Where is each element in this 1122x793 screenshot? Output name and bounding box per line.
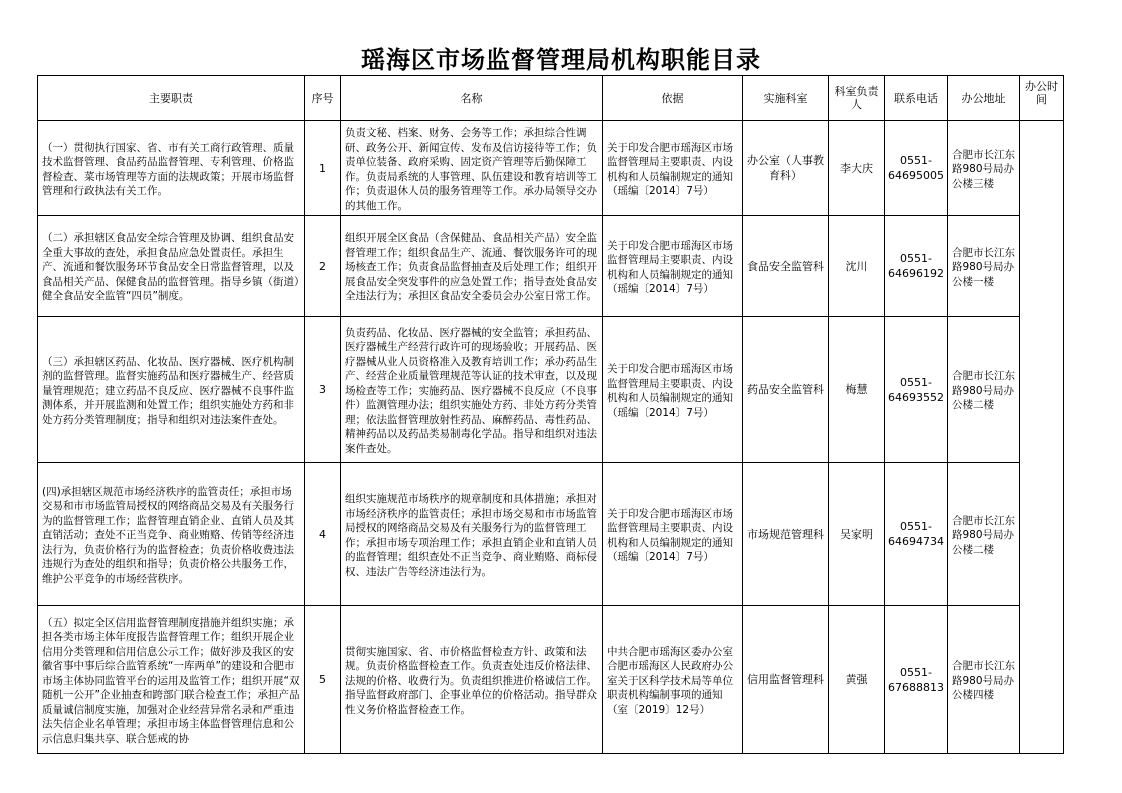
- duty-cell: （一）贯彻执行国家、省、市有关工商行政管理、质量技术监督管理、食品药品监督管理、专利管理、价格监督检查、菜市场管理等方面的法规政策；开展市场监督管理和行政执法有关工作。: [38, 121, 305, 216]
- basis-cell: 关于印发合肥市瑶海区市场监督管理局主要职责、内设机构和人员编制规定的通知（瑶编〔2014〕7号）: [603, 216, 743, 317]
- phone-cell: 0551- 64694734: [885, 463, 948, 606]
- phone-cell: 0551- 64696192: [885, 216, 948, 317]
- basis-cell: 关于印发合肥市瑶海区市场监督管理局主要职责、内设机构和人员编制规定的通知（瑶编〔2014〕7号）: [603, 317, 743, 463]
- address-cell: 合肥市长江东路980号局办公楼三楼: [948, 121, 1020, 216]
- phone-cell: 0551- 64693552: [885, 317, 948, 463]
- dept-cell: 食品安全监管科: [743, 216, 829, 317]
- table-row: [38, 317, 1064, 463]
- dept-cell: 信用监督管理科: [743, 606, 829, 754]
- header-hours: 办公时 间: [1020, 76, 1064, 121]
- basis-cell: 中共合肥市瑶海区委办公室合肥市瑶海区人民政府办公室关于区科学技术局等单位职责机构编制事项的通知（室〔2019〕12号）: [603, 606, 743, 754]
- dept-cell: 办公室（人事教育科）: [743, 121, 829, 216]
- seq-cell: 4: [305, 463, 341, 606]
- seq-cell: 1: [305, 121, 341, 216]
- name-cell: 贯彻实施国家、省、市价格监督检查方针、政策和法规。负责价格监督检查工作。负责查处违反价格法律、法规的价格、收费行为。负责组织推进价格诚信工作。指导监督政府部门、企事业单位的价格活动。指导群众性义务价格监督检查工作。: [341, 606, 603, 754]
- phone-cell: 0551- 67688813: [885, 606, 948, 754]
- duty-cell: （三）承担辖区药品、化妆品、医疗器械、医疗机构制剂的监督管理。监督实施药品和医疗器械生产、经营质量管理规范；建立药品不良反应、医疗器械不良事件监测体系，并开展监测和处置工作；组织实施处方药和非处方药分类管理制度；指导和组织对违法案件查处。: [38, 317, 305, 463]
- address-cell: 合肥市长江东路980号局办公楼一楼: [948, 216, 1020, 317]
- duty-cell: （五）拟定全区信用监督管理制度措施并组织实施；承担各类市场主体年度报告监督管理工作；组织开展企业信用分类管理和信用信息公示工作；做好涉及我区的安徽省事中事后综合监管系统“一库两单”的建设和合肥市市场主体协同监管平台的运用及监管工作；组织开展“双随机一公开”企业抽查和跨部门联合检查工作；承担产品质量诚信制度实施，加强对企业经营异常名录和严重违法失信企业名单管理；承担市场主体监督管理信息和公示信息归集共享、联合惩戒的协: [38, 606, 305, 754]
- head-cell: 吴家明: [829, 463, 885, 606]
- phone-cell: 0551- 64695005: [885, 121, 948, 216]
- dept-cell: 药品安全监管科: [743, 317, 829, 463]
- head-cell: 沈川: [829, 216, 885, 317]
- function-directory-table: [37, 75, 1064, 754]
- table-row: [38, 216, 1064, 317]
- basis-cell: 关于印发合肥市瑶海区市场监督管理局主要职责、内设机构和人员编制规定的通知（瑶编〔2014〕7号）: [603, 121, 743, 216]
- header-address: 办公地址: [948, 76, 1020, 121]
- duty-cell: (四)承担辖区规范市场经济秩序的监管责任；承担市场交易和市市场监管局授权的网络商品交易及有关服务行为的监督管理工作；监督管理直销企业、直销人员及其直销活动；查处不正当竞争、商业贿赂、传销等经济违法行为，负责价格行为的监督检查；负责价格收费违法违规行为查处的组织和指导；负责价格公共服务工作，维护公平竞争的市场经营秩序。: [38, 463, 305, 606]
- table-row: [38, 606, 1064, 754]
- dept-cell: 市场规范管理科: [743, 463, 829, 606]
- header-duty: 主要职责: [38, 76, 305, 121]
- page-title: 瑶海区市场监督管理局机构职能目录: [361, 45, 761, 74]
- hours-cell: [1020, 121, 1064, 754]
- table-row: [38, 121, 1064, 216]
- duty-cell: （二）承担辖区食品安全综合管理及协调、组织食品安全重大事故的查处，承担食品应急处置责任。承担生产、流通和餐饮服务环节食品安全日常监督管理，以及食品相关产品、保健食品的监督管理。指导乡镇（街道）健全食品安全监管“四员”制度。: [38, 216, 305, 317]
- name-cell: 组织实施规范市场秩序的规章制度和具体措施；承担对市场经济秩序的监管责任；承担市场交易和市市场监管局授权的网络商品交易及有关服务行为的监督管理工作；承担市场专项治理工作；承担直销企业和直销人员的监督管理；组织查处不正当竞争、商业贿赂、商标侵权、违法广告等经济违法行为。: [341, 463, 603, 606]
- seq-cell: 3: [305, 317, 341, 463]
- header-seq: 序号: [305, 76, 341, 121]
- name-cell: 负责药品、化妆品、医疗器械的安全监管；承担药品、医疗器械生产经营行政许可的现场验收；开展药品、医疗器械从业人员资格准入及教育培训工作；承办药品生产、经营企业质量管理规范等认证的技术审查，以及现场检查等工作；实施药品、医疗器械不良反应（不良事件）监测管理办法；组织实施处方药、非处方药分类管理；依法监督管理放射性药品、麻醉药品、毒性药品、精神药品以及药品类易制毒化学品。指导和组织对违法案件查处。: [341, 317, 603, 463]
- name-cell: 组织开展全区食品（含保健品、食品相关产品）安全监督管理工作；组织食品生产、流通、餐饮服务许可的现场核查工作；负责食品监督抽查及后处理工作；组织开展食品安全突发事件的应急处置工作；指导查处食品安全违法行为；承担区食品安全委员会办公室日常工作。: [341, 216, 603, 317]
- address-cell: 合肥市长江东路980号局办公楼二楼: [948, 317, 1020, 463]
- header-head: 科室负责 人: [829, 76, 885, 121]
- header-row: [38, 76, 1064, 121]
- header-basis: 依据: [603, 76, 743, 121]
- head-cell: 黄强: [829, 606, 885, 754]
- head-cell: 李大庆: [829, 121, 885, 216]
- table-row: [38, 463, 1064, 606]
- address-cell: 合肥市长江东路980号局办公楼二楼: [948, 463, 1020, 606]
- seq-cell: 2: [305, 216, 341, 317]
- header-dept: 实施科室: [743, 76, 829, 121]
- seq-cell: 5: [305, 606, 341, 754]
- basis-cell: 关于印发合肥市瑶海区市场监督管理局主要职责、内设机构和人员编制规定的通知（瑶编〔2014〕7号）: [603, 463, 743, 606]
- header-phone: 联系电话: [885, 76, 948, 121]
- header-name: 名称: [341, 76, 603, 121]
- head-cell: 梅慧: [829, 317, 885, 463]
- address-cell: 合肥市长江东路980号局办公楼四楼: [948, 606, 1020, 754]
- name-cell: 负责文秘、档案、财务、会务等工作；承担综合性调研、政务公开、新闻宣传、发布及信访接待等工作；负责单位装备、政府采购、固定资产管理等后勤保障工作。负责局系统的人事管理、队伍建设和教育培训等工作；负责退休人员的服务管理等工作。承办局领导交办的其他工作。: [341, 121, 603, 216]
